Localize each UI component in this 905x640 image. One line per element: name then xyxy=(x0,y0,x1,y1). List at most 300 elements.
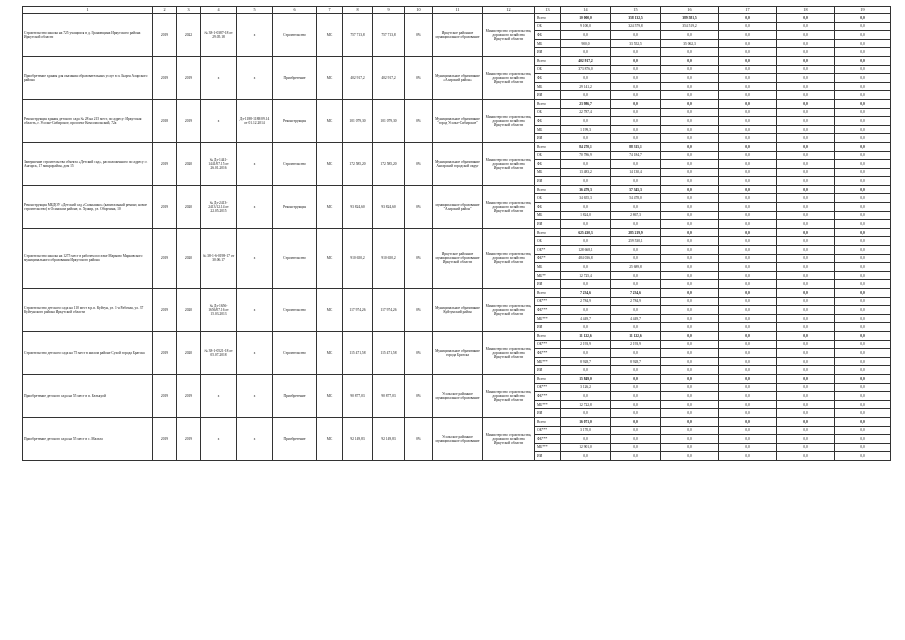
funding-value: 0,0 xyxy=(611,400,661,409)
funding-value: 7 234,6 xyxy=(611,289,661,298)
remaining-cost: 172 585,20 xyxy=(373,142,405,185)
funding-value: 0,0 xyxy=(777,56,835,65)
remaining-cost: 402 917,2 xyxy=(373,56,405,99)
table-row xyxy=(23,228,891,237)
ownership-form: МС xyxy=(317,56,343,99)
funding-value: 54 478,0 xyxy=(611,194,661,203)
funding-value: 0,0 xyxy=(719,220,777,229)
column-number: 2 xyxy=(153,7,177,14)
funding-value: 0,0 xyxy=(719,331,777,340)
funding-value: 0,0 xyxy=(611,220,661,229)
funding-value: 0,0 xyxy=(611,254,661,263)
funding-value: 0,0 xyxy=(661,48,719,57)
funding-value: 0,0 xyxy=(777,323,835,332)
work-type: Строительство xyxy=(273,142,317,185)
funding-value: 0,0 xyxy=(661,297,719,306)
funding-value: 0,0 xyxy=(777,228,835,237)
funding-value: 0,0 xyxy=(777,194,835,203)
table-row xyxy=(23,185,891,194)
design-document: x xyxy=(237,228,273,288)
funding-value: 0,0 xyxy=(611,117,661,126)
funding-value: 0,0 xyxy=(611,366,661,375)
funding-value: 2 784,9 xyxy=(561,297,611,306)
funding-value: 16 071,0 xyxy=(561,417,611,426)
estimated-cost: 910 650,2 xyxy=(343,228,373,288)
funding-value: 0,0 xyxy=(561,220,611,229)
funding-value: 0,0 xyxy=(561,366,611,375)
funding-value: 0,0 xyxy=(835,14,891,23)
design-document: x xyxy=(237,14,273,57)
column-number: 3 xyxy=(177,7,201,14)
funding-value: 0,0 xyxy=(835,435,891,444)
funding-value: 0,0 xyxy=(835,246,891,255)
funding-value: 0,0 xyxy=(661,142,719,151)
funding-value: 402 917,2 xyxy=(561,56,611,65)
funding-value: 0,0 xyxy=(719,306,777,315)
funding-value: 0,0 xyxy=(611,426,661,435)
funding-value: 8 928,7 xyxy=(611,357,661,366)
funding-value: 0,0 xyxy=(661,366,719,375)
funding-value: 0,0 xyxy=(561,237,611,246)
funding-value: 0,0 xyxy=(719,357,777,366)
funding-value: 2 193,9 xyxy=(561,340,611,349)
funding-value: 0,0 xyxy=(661,91,719,100)
funding-source: ИИ xyxy=(535,48,561,57)
customer: Муниципальное образование Ангарский городской округ xyxy=(433,142,483,185)
start-year: 2019 xyxy=(153,14,177,57)
funding-source: ИИ xyxy=(535,220,561,229)
funding-value: 0,0 xyxy=(719,314,777,323)
funding-value: 0,0 xyxy=(777,91,835,100)
funding-value: 0,0 xyxy=(835,228,891,237)
funding-value: 0,0 xyxy=(719,125,777,134)
funding-value: 0,0 xyxy=(661,349,719,358)
column-number: 16 xyxy=(661,7,719,14)
document-page xyxy=(22,6,890,461)
funding-value: 0,0 xyxy=(777,48,835,57)
funding-value: 0,0 xyxy=(661,271,719,280)
funding-value: 0,0 xyxy=(777,443,835,452)
funding-source: ОБ** xyxy=(535,246,561,255)
funding-source: ИИ xyxy=(535,409,561,418)
funding-value: 0,0 xyxy=(835,314,891,323)
funding-value: 0,0 xyxy=(719,246,777,255)
funding-value: 0,0 xyxy=(661,392,719,401)
funding-source: ИИ xyxy=(535,280,561,289)
table-row xyxy=(23,142,891,151)
funding-value: 0,0 xyxy=(611,160,661,169)
funding-value: 0,0 xyxy=(661,314,719,323)
funding-value: 0,0 xyxy=(719,31,777,40)
funding-value: 0,0 xyxy=(719,237,777,246)
funding-source: Всего xyxy=(535,99,561,108)
funding-value: 0,0 xyxy=(661,435,719,444)
expertise-document: № 38-1-6-0198-17 от 30.06.17 xyxy=(201,228,237,288)
funding-value: 57 345,3 xyxy=(611,185,661,194)
funding-value: 0,0 xyxy=(661,194,719,203)
funding-source: МБ xyxy=(535,82,561,91)
funding-value: 0,0 xyxy=(611,409,661,418)
funding-value: 74 184,7 xyxy=(611,151,661,160)
funding-value: 0,0 xyxy=(777,383,835,392)
estimated-cost: 117 974,26 xyxy=(343,289,373,332)
funding-value: 0,0 xyxy=(661,383,719,392)
table-row xyxy=(23,374,891,383)
end-year: 2020 xyxy=(177,142,201,185)
funding-value: 0,0 xyxy=(661,400,719,409)
design-document: Дз-1188-1188/09.14 от 01.12.2014 xyxy=(237,99,273,142)
funding-source: ОБ xyxy=(535,108,561,117)
funding-value: 0,0 xyxy=(835,99,891,108)
funding-value: 22 787,4 xyxy=(561,108,611,117)
funding-value: 0,0 xyxy=(661,306,719,315)
table-body xyxy=(23,7,891,461)
funding-value: 35 062,3 xyxy=(661,39,719,48)
funding-source: ФБ*** xyxy=(535,392,561,401)
funding-value: 0,0 xyxy=(611,31,661,40)
funding-value: 0,0 xyxy=(561,452,611,461)
column-number: 12 xyxy=(483,7,535,14)
funding-source: ФБ*** xyxy=(535,306,561,315)
funding-value: 0,0 xyxy=(661,323,719,332)
expertise-document: № 38-1-0521-18 от 05.07.2018 xyxy=(201,331,237,374)
funding-value: 0,0 xyxy=(719,177,777,186)
customer: муниципальное образование "Аларский район" xyxy=(433,185,483,228)
funding-value: 0,0 xyxy=(835,289,891,298)
funding-value: 0,0 xyxy=(777,151,835,160)
funding-value: 0,0 xyxy=(561,91,611,100)
funding-value: 0,0 xyxy=(777,289,835,298)
funding-value: 0,0 xyxy=(777,99,835,108)
end-year: 2020 xyxy=(177,331,201,374)
design-document: x xyxy=(237,417,273,460)
funding-value: 0,0 xyxy=(719,65,777,74)
funding-value: 0,0 xyxy=(777,280,835,289)
work-type: Приобретение xyxy=(273,374,317,417)
funding-value: 0,0 xyxy=(835,417,891,426)
funding-source: ФБ xyxy=(535,31,561,40)
budget-distributor: Министерство строительства, дорожного хозяйства Иркутской области xyxy=(483,14,535,57)
funding-value: 0,0 xyxy=(719,409,777,418)
funding-source: ИИ xyxy=(535,91,561,100)
funding-value: 0,0 xyxy=(777,203,835,212)
end-year: 2019 xyxy=(177,56,201,99)
funding-value: 0,0 xyxy=(719,366,777,375)
column-number: 18 xyxy=(777,7,835,14)
funding-value: 0,0 xyxy=(719,14,777,23)
start-year: 2019 xyxy=(153,56,177,99)
readiness-percent: 0% xyxy=(405,99,433,142)
funding-value: 0,0 xyxy=(835,48,891,57)
funding-value: 11 122,6 xyxy=(611,331,661,340)
budget-distributor: Министерство строительства, дорожного хозяйства Иркутской области xyxy=(483,374,535,417)
funding-value: 0,0 xyxy=(661,31,719,40)
column-number: 5 xyxy=(237,7,273,14)
funding-value: 0,0 xyxy=(611,48,661,57)
funding-value: 11 122,6 xyxy=(561,331,611,340)
ownership-form: МС xyxy=(317,142,343,185)
funding-source: МБ xyxy=(535,39,561,48)
funding-value: 128 668,1 xyxy=(561,246,611,255)
funding-source: ОБ xyxy=(535,237,561,246)
funding-value: 0,0 xyxy=(611,374,661,383)
funding-value: 0,0 xyxy=(835,297,891,306)
work-type: Строительство xyxy=(273,228,317,288)
funding-value: 0,0 xyxy=(719,194,777,203)
work-type: Реконструкция xyxy=(273,99,317,142)
ownership-form: МС xyxy=(317,417,343,460)
funding-value: 0,0 xyxy=(561,134,611,143)
column-number: 1 xyxy=(23,7,153,14)
funding-value: 0,0 xyxy=(777,65,835,74)
table-row xyxy=(23,99,891,108)
remaining-cost: 117 974,26 xyxy=(373,289,405,332)
estimated-cost: 101 079,30 xyxy=(343,99,373,142)
funding-value: 34 655,3 xyxy=(561,194,611,203)
column-number: 4 xyxy=(201,7,237,14)
funding-value: 15 849,0 xyxy=(561,374,611,383)
funding-value: 3 126,2 xyxy=(561,383,611,392)
project-name: Реконструкция здания детского сада № 28 на 215 мест, по адресу: Иркутская область, г. Усолье-Сибирское, проспект Комсомольский, 72а xyxy=(23,99,153,142)
design-document: x xyxy=(237,331,273,374)
funding-value: 0,0 xyxy=(835,74,891,83)
funding-value: 0,0 xyxy=(835,323,891,332)
funding-value: 0,0 xyxy=(835,452,891,461)
funding-value: 36 479,3 xyxy=(561,185,611,194)
funding-value: 0,0 xyxy=(719,82,777,91)
funding-value: 0,0 xyxy=(611,56,661,65)
funding-value: 0,0 xyxy=(835,82,891,91)
funding-value: 0,0 xyxy=(835,340,891,349)
funding-value: 0,0 xyxy=(777,452,835,461)
funding-source: Всего xyxy=(535,374,561,383)
work-type: Строительство xyxy=(273,14,317,57)
ownership-form: МС xyxy=(317,185,343,228)
work-type: Строительство xyxy=(273,289,317,332)
funding-value: 0,0 xyxy=(719,452,777,461)
funding-value: 0,0 xyxy=(719,160,777,169)
start-year: 2019 xyxy=(153,331,177,374)
funding-value: 0,0 xyxy=(661,289,719,298)
funding-source: МБ*** xyxy=(535,400,561,409)
table-row xyxy=(23,417,891,426)
funding-value: 0,0 xyxy=(835,185,891,194)
funding-value: 0,0 xyxy=(777,357,835,366)
funding-value: 0,0 xyxy=(777,134,835,143)
funding-value: 0,0 xyxy=(719,228,777,237)
funding-value: 0,0 xyxy=(661,331,719,340)
column-number: 7 xyxy=(317,7,343,14)
funding-value: 0,0 xyxy=(835,117,891,126)
funding-source: ФБ** xyxy=(535,254,561,263)
column-number: 6 xyxy=(273,7,317,14)
customer: Усольское районное муниципальное образование xyxy=(433,374,483,417)
readiness-percent: 0% xyxy=(405,185,433,228)
remaining-cost: 92 149,83 xyxy=(373,417,405,460)
funding-source: ОБ xyxy=(535,22,561,31)
funding-source: МБ** xyxy=(535,271,561,280)
project-name: Строительство детского сада на 75 мест в жилом районе Сухой города Братска xyxy=(23,331,153,374)
funding-value: 0,0 xyxy=(835,400,891,409)
funding-value: 0,0 xyxy=(835,357,891,366)
funding-value: 0,0 xyxy=(835,56,891,65)
funding-value: 0,0 xyxy=(661,108,719,117)
funding-value: 0,0 xyxy=(611,392,661,401)
funding-value: 0,0 xyxy=(661,409,719,418)
funding-source: Всего xyxy=(535,331,561,340)
customer: Усольское районное муниципальное образование xyxy=(433,417,483,460)
expertise-document: № 38-1-0387-18 от 29.05.18 xyxy=(201,14,237,57)
funding-value: 0,0 xyxy=(719,383,777,392)
funding-value: 0,0 xyxy=(777,331,835,340)
customer: Муниципальное образование "город Усолье-Сибирское" xyxy=(433,99,483,142)
funding-value: 0,0 xyxy=(661,134,719,143)
funding-value: 0,0 xyxy=(777,220,835,229)
funding-value: 354 519,2 xyxy=(661,22,719,31)
funding-value: 0,0 xyxy=(611,443,661,452)
funding-source: МБ xyxy=(535,168,561,177)
ownership-form: МС xyxy=(317,289,343,332)
table-row xyxy=(23,14,891,23)
table-row xyxy=(23,331,891,340)
design-document: x xyxy=(237,142,273,185)
funding-value: 0,0 xyxy=(777,271,835,280)
funding-value: 0,0 xyxy=(661,185,719,194)
funding-value: 0,0 xyxy=(719,134,777,143)
funding-value: 0,0 xyxy=(561,117,611,126)
funding-value: 0,0 xyxy=(719,297,777,306)
funding-value: 0,0 xyxy=(719,417,777,426)
funding-value: 0,0 xyxy=(777,117,835,126)
readiness-percent: 0% xyxy=(405,142,433,185)
funding-source: ОБ*** xyxy=(535,340,561,349)
expertise-document: x xyxy=(201,56,237,99)
remaining-cost: 90 877,03 xyxy=(373,374,405,417)
end-year: 2020 xyxy=(177,289,201,332)
funding-source: Всего xyxy=(535,185,561,194)
funding-value: 0,0 xyxy=(835,306,891,315)
ownership-form: МС xyxy=(317,99,343,142)
design-document: x xyxy=(237,374,273,417)
funding-value: 0,0 xyxy=(661,56,719,65)
funding-value: 0,0 xyxy=(777,297,835,306)
funding-value: 0,0 xyxy=(777,374,835,383)
funding-value: 389 581,5 xyxy=(661,14,719,23)
funding-source: ОБ xyxy=(535,151,561,160)
funding-value: 0,0 xyxy=(835,392,891,401)
funding-value: 0,0 xyxy=(719,426,777,435)
ownership-form: МС xyxy=(317,374,343,417)
funding-value: 0,0 xyxy=(835,383,891,392)
funding-value: 0,0 xyxy=(835,280,891,289)
funding-value: 0,0 xyxy=(661,374,719,383)
funding-source: МБ xyxy=(535,125,561,134)
funding-value: 0,0 xyxy=(611,383,661,392)
design-document: x xyxy=(237,289,273,332)
funding-value: 0,0 xyxy=(777,177,835,186)
funding-value: 0,0 xyxy=(561,160,611,169)
funding-value: 0,0 xyxy=(835,39,891,48)
funding-value: 0,0 xyxy=(719,142,777,151)
funding-source: ОБ*** xyxy=(535,426,561,435)
funding-value: 0,0 xyxy=(777,82,835,91)
funding-value: 0,0 xyxy=(835,203,891,212)
customer: Иркутское районное муниципальное образование Иркутской области xyxy=(433,228,483,288)
expertise-document: № Дз-2413-2413/12.14 от 22.05.2015 xyxy=(201,185,237,228)
remaining-cost: 910 650,2 xyxy=(373,228,405,288)
funding-value: 12 722,8 xyxy=(561,400,611,409)
funding-value: 0,0 xyxy=(777,168,835,177)
funding-value: 0,0 xyxy=(611,99,661,108)
funding-value: 0,0 xyxy=(611,323,661,332)
expertise-document: № Дз-1656-1656/07.16 от 15.03.2013 xyxy=(201,289,237,332)
funding-value: 0,0 xyxy=(835,31,891,40)
funding-source: ФБ xyxy=(535,74,561,83)
funding-value: 23 986,7 xyxy=(561,99,611,108)
funding-value: 0,0 xyxy=(835,142,891,151)
funding-value: 0,0 xyxy=(835,194,891,203)
funding-source: ОБ xyxy=(535,65,561,74)
funding-value: 0,0 xyxy=(719,349,777,358)
funding-value: 0,0 xyxy=(719,48,777,57)
funding-value: 14 130,4 xyxy=(611,168,661,177)
column-number: 8 xyxy=(343,7,373,14)
project-name: Завершение строительства объекта «Детский сад», расположенного по адресу: г. Ангарск, 17 микрорайон, дом 15 xyxy=(23,142,153,185)
funding-value: 0,0 xyxy=(611,417,661,426)
funding-value: 0,0 xyxy=(719,392,777,401)
customer: Муниципальное образование «Аларский район» xyxy=(433,56,483,99)
column-number: 11 xyxy=(433,7,483,14)
funding-value: 0,0 xyxy=(835,237,891,246)
funding-value: 0,0 xyxy=(777,366,835,375)
funding-value: 0,0 xyxy=(719,271,777,280)
funding-value: 0,0 xyxy=(777,254,835,263)
funding-value: 0,0 xyxy=(561,306,611,315)
funding-source: МБ*** xyxy=(535,443,561,452)
funding-value: 0,0 xyxy=(661,417,719,426)
budget-distributor: Министерство строительства, дорожного хозяйства Иркутской области xyxy=(483,142,535,185)
funding-value: 625 430,3 xyxy=(561,228,611,237)
end-year: 2020 xyxy=(177,185,201,228)
funding-value: 0,0 xyxy=(719,400,777,409)
start-year: 2018 xyxy=(153,99,177,142)
estimated-cost: 172 585,20 xyxy=(343,142,373,185)
funding-value: 0,0 xyxy=(719,74,777,83)
funding-value: 0,0 xyxy=(835,220,891,229)
funding-source: Всего xyxy=(535,417,561,426)
funding-source: ОБ*** xyxy=(535,383,561,392)
funding-value: 0,0 xyxy=(611,177,661,186)
estimated-cost: 92 149,83 xyxy=(343,417,373,460)
end-year: 2019 xyxy=(177,417,201,460)
funding-value: 0,0 xyxy=(719,151,777,160)
funding-value: 0,0 xyxy=(611,280,661,289)
funding-source: ИИ xyxy=(535,177,561,186)
funding-value: 0,0 xyxy=(561,31,611,40)
funding-value: 0,0 xyxy=(777,349,835,358)
end-year: 2022 xyxy=(177,14,201,57)
funding-value: 2 193,9 xyxy=(611,340,661,349)
funding-value: 358 132,5 xyxy=(611,14,661,23)
funding-value: 0,0 xyxy=(719,254,777,263)
funding-value: 0,0 xyxy=(611,349,661,358)
funding-source: Всего xyxy=(535,289,561,298)
funding-value: 0,0 xyxy=(561,392,611,401)
funding-value: 0,0 xyxy=(719,435,777,444)
funding-value: 0,0 xyxy=(835,134,891,143)
funding-value: 0,0 xyxy=(835,160,891,169)
funding-value: 0,0 xyxy=(661,117,719,126)
